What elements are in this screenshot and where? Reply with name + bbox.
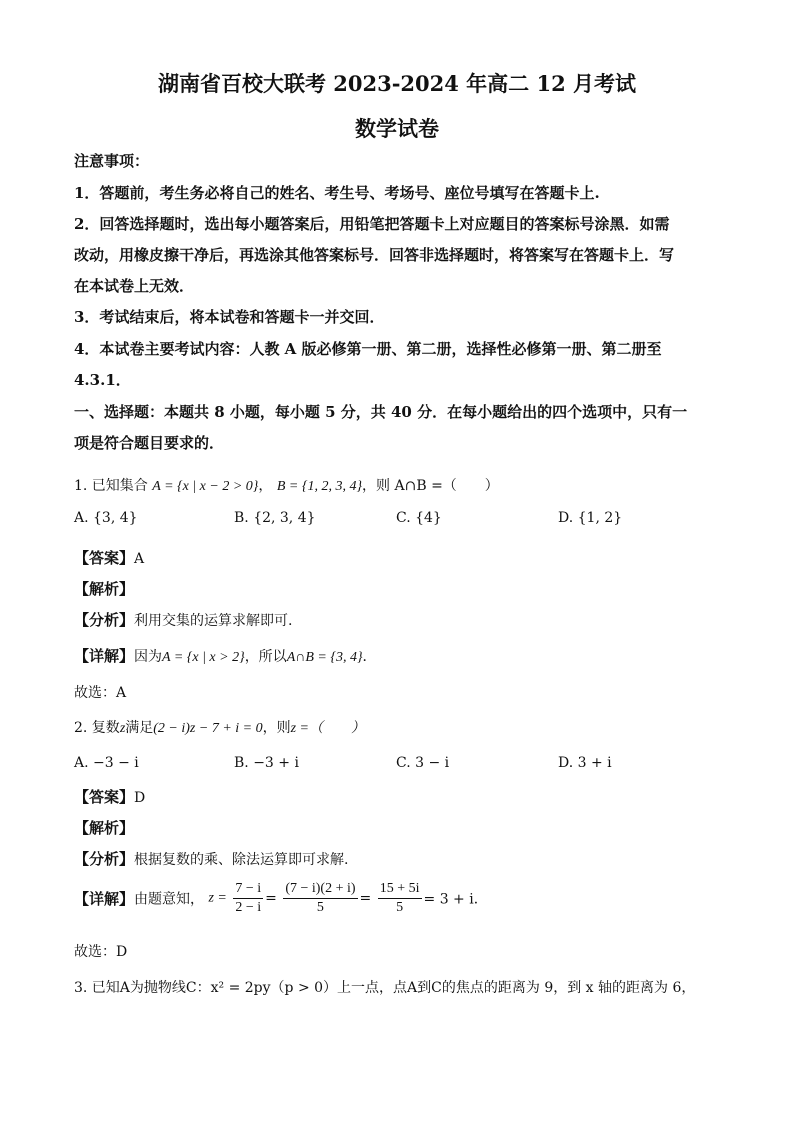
notice-line-4b: 4.3.1． [74, 371, 131, 389]
q2-equals-1: = [265, 890, 277, 907]
q2-fraction-3 [378, 880, 422, 917]
q1-method-text: 利用交集的运算求解即可. [134, 613, 293, 629]
notice-line-4a: 4．本试卷主要考试内容：人教 A 版必修第一册、第二册，选择性必修第一册、第二册至 [74, 340, 662, 358]
q1-detail-text-b: ，所以 [244, 649, 287, 665]
q2-fraction-1-numerator: 7 − i [233, 880, 263, 899]
q2-option-b: B. −3 + i [234, 755, 299, 771]
exam-title: 湖南省百校大联考 2023-2024 年高二 12 月考试 [157, 71, 637, 96]
q2-detail-text: 由题意知， [134, 891, 205, 908]
q2-fraction-2-numerator: (7 − i)(2 + i) [283, 880, 357, 899]
q2-fraction-1 [233, 880, 263, 917]
q1-option-b: B. {2, 3, 4} [234, 510, 316, 526]
notice-line-1: 1．答题前，考生务必将自己的姓名、考生号、考场号、座位号填写在答题卡上. [74, 184, 600, 202]
q2-stem-b: 满足 [125, 720, 154, 736]
q1-detail-end: ． [362, 649, 377, 665]
q1-option-c: C. {4} [396, 510, 442, 526]
q1-separator: ， [258, 478, 273, 494]
q1-stem-prefix: 1. 已知集合 [74, 478, 148, 494]
section1-heading-b: 项是符合题目要求的． [74, 434, 225, 452]
q1-conclusion: 故选：A [74, 685, 127, 701]
q1-detail-label: 【详解】 [74, 647, 135, 665]
q1-ask: ，则 A∩B =（ ） [362, 478, 499, 494]
q1-option-a: A. {3, 4} [74, 510, 138, 526]
notice-line-2b: 改动，用橡皮擦干净后，再选涂其他答案标号．回答非选择题时，将答案写在答题卡上．写 [74, 246, 675, 264]
exam-subtitle: 数学试卷 [355, 116, 439, 141]
q2-detail-label: 【详解】 [74, 890, 135, 908]
q1-set-a: A = {x | x − 2 > 0} [152, 479, 259, 494]
q2-equals-2: = [359, 890, 372, 907]
q2-method-label: 【分析】 [74, 850, 135, 868]
q3-stem: 3. 已知A为抛物线C：x² = 2py（p > 0）上一点，点A到C的焦点的距离为 9，到 x 轴的距离为 6， [74, 980, 696, 996]
q2-conclusion: 故选：D [74, 944, 128, 960]
q2-analysis-label: 【解析】 [74, 819, 135, 837]
q2-equation: (2 − i)z − 7 + i = 0 [153, 721, 263, 736]
notice-heading: 注意事项： [74, 152, 150, 170]
q1-detail [74, 645, 377, 666]
q2-method [74, 848, 348, 869]
q2-fraction-3-numerator: 15 + 5i [378, 880, 422, 899]
q2-stem-a: 2. 复数 [74, 720, 120, 736]
q1-method-label: 【分析】 [74, 611, 135, 629]
q2-stem [74, 717, 365, 737]
q1-stem [74, 475, 499, 495]
q2-variable: z [119, 721, 126, 736]
q2-fraction-3-denominator: 5 [396, 900, 404, 915]
q2-stem-c: ，则 [262, 720, 291, 736]
q1-answer-value: A [134, 551, 145, 567]
q1-method [74, 609, 292, 630]
q2-answer-label: 【答案】 [74, 788, 135, 806]
q1-detail-text-a: 因为 [134, 649, 163, 665]
notice-line-2a: 2．回答选择题时，选出每小题答案后，用铅笔把答题卡上对应题目的答案标号涂黑．如需 [74, 215, 670, 233]
q2-answer-value: D [134, 790, 146, 806]
q1-analysis-label: 【解析】 [74, 580, 135, 598]
q2-fraction-1-denominator: 2 − i [235, 900, 262, 915]
section1-heading-a: 一、选择题：本题共 8 小题，每小题 5 分，共 40 分．在每小题给出的四个选项中，只有一 [74, 403, 688, 421]
q2-option-c: C. 3 − i [396, 755, 450, 771]
q2-fraction-2 [283, 880, 357, 917]
q2-ask: z =（ ） [290, 721, 366, 736]
q2-option-a: A. −3 − i [74, 755, 139, 771]
q1-set-b: B = {1, 2, 3, 4} [276, 479, 363, 494]
q1-detail-set: A = {x | x > 2} [162, 650, 245, 665]
q2-answer [74, 786, 145, 807]
q2-detail [74, 880, 488, 917]
q1-answer-label: 【答案】 [74, 549, 135, 567]
q2-z-equals: z = [208, 890, 227, 906]
q2-result: = 3 + i． [423, 891, 488, 908]
q1-detail-result: A∩B = {3, 4} [286, 650, 363, 665]
q2-fraction-2-denominator: 5 [316, 900, 324, 915]
q2-method-text: 根据复数的乘、除法运算即可求解. [134, 852, 349, 868]
q1-option-d: D. {1, 2} [558, 510, 623, 526]
q1-answer [74, 547, 144, 568]
notice-line-2c: 在本试卷上无效． [74, 277, 195, 295]
q2-option-d: D. 3 + i [558, 755, 612, 771]
notice-line-3: 3．考试结束后，将本试卷和答题卡一并交回． [74, 308, 385, 326]
